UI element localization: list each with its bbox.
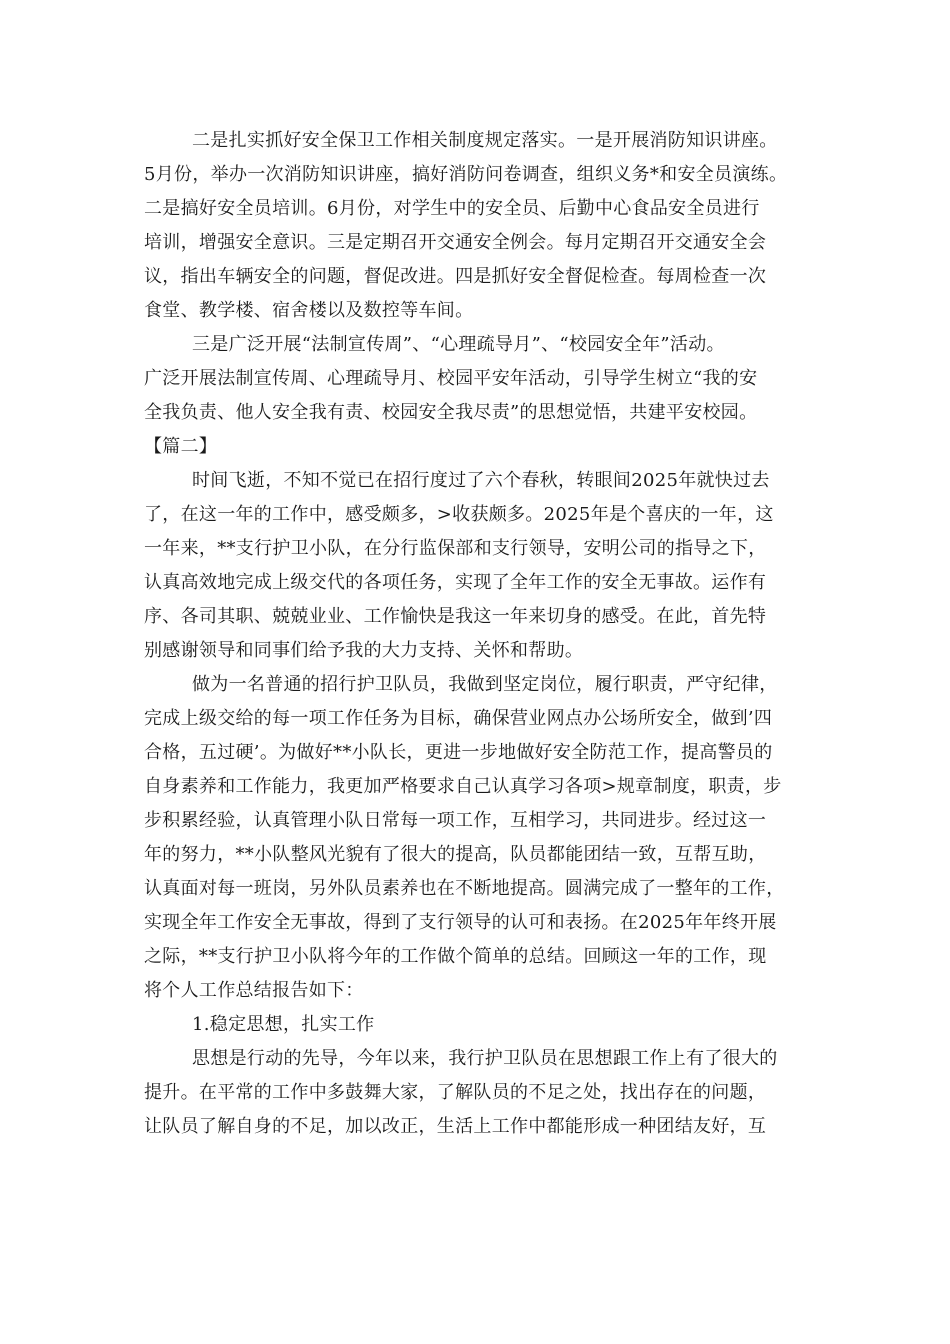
text-line: 培训，增强安全意识。三是定期召开交通安全例会。每月定期召开交通安全会 bbox=[144, 232, 767, 253]
text-line: 1.稳定思想，扎实工作 bbox=[192, 1014, 375, 1035]
text-line: 将个人工作总结报告如下： bbox=[144, 980, 364, 1001]
text-line: 【篇二】 bbox=[144, 436, 218, 457]
text-line: 合格，五过硬’。为做好**小队长，更进一步地做好安全防范工作，提高警员的 bbox=[144, 742, 773, 763]
text-line: 之际，**支行护卫小队将今年的工作做个简单的总结。回顾这一年的工作，现 bbox=[144, 946, 767, 967]
text-line: 时间飞逝，不知不觉已在招行度过了六个春秋，转眼间2025年就快过去 bbox=[192, 470, 770, 491]
text-line: 让队员了解自身的不足，加以改正，生活上工作中都能形成一种团结友好，互 bbox=[144, 1116, 767, 1137]
text-line: 序、各司其职、兢兢业业、工作愉快是我这一年来切身的感受。在此，首先特 bbox=[144, 606, 767, 627]
text-line: 了，在这一年的工作中，感受颇多，>收获颇多。2025年是个喜庆的一年，这 bbox=[144, 504, 774, 525]
text-line: 自身素养和工作能力，我更加严格要求自己认真学习各项>规章制度，职责，步 bbox=[144, 776, 782, 797]
text-line: 食堂、教学楼、宿舍楼以及数控等车间。 bbox=[144, 300, 474, 321]
text-line: 一年来，**支行护卫小队，在分行监保部和支行领导，安明公司的指导之下， bbox=[144, 538, 767, 559]
text-line: 二是扎实抓好安全保卫工作相关制度规定落实。一是开展消防知识讲座。 bbox=[192, 130, 778, 151]
text-line: 完成上级交给的每一项工作任务为目标，确保营业网点办公场所安全，做到’四 bbox=[144, 708, 773, 729]
text-line: 实现全年工作安全无事故，得到了支行领导的认可和表扬。在2025年年终开展 bbox=[144, 912, 777, 933]
text-line: 广泛开展法制宣传周、心理疏导月、校园平安年活动，引导学生树立“我的安 bbox=[144, 368, 758, 389]
text-line: 步积累经验，认真管理小队日常每一项工作，互相学习，共同进步。经过这一 bbox=[144, 810, 767, 831]
text-line: 做为一名普通的招行护卫队员，我做到坚定岗位，履行职责，严守纪律， bbox=[192, 674, 778, 695]
text-line: 5月份，举办一次消防知识讲座，搞好消防问卷调查，组织义务*和安全员演练。 bbox=[144, 164, 788, 185]
text-line: 议，指出车辆安全的问题，督促改进。四是抓好安全督促检查。每周检查一次 bbox=[144, 266, 767, 287]
text-line: 年的努力，**小队整风光貌有了很大的提高，队员都能团结一致，互帮互助， bbox=[144, 844, 767, 865]
document-body bbox=[144, 124, 814, 1144]
text-line: 提升。在平常的工作中多鼓舞大家，了解队员的不足之处，找出存在的问题， bbox=[144, 1082, 767, 1103]
text-line: 全我负责、他人安全我有责、校园安全我尽责”的思想觉悟，共建平安校园。 bbox=[144, 402, 758, 423]
text-line: 三是广泛开展“法制宣传周”、“心理疏导月”、“校园安全年”活动。 bbox=[192, 334, 725, 355]
text-line: 思想是行动的先导，今年以来，我行护卫队员在思想跟工作上有了很大的 bbox=[192, 1048, 778, 1069]
text-line: 别感谢领导和同事们给予我的大力支持、关怀和帮助。 bbox=[144, 640, 584, 661]
text-line: 二是搞好安全员培训。6月份，对学生中的安全员、后勤中心食品安全员进行 bbox=[144, 198, 760, 219]
text-line: 认真高效地完成上级交代的各项任务，实现了全年工作的安全无事故。运作有 bbox=[144, 572, 767, 593]
text-line: 认真面对每一班岗，另外队员素养也在不断地提高。圆满完成了一整年的工作， bbox=[144, 878, 785, 899]
